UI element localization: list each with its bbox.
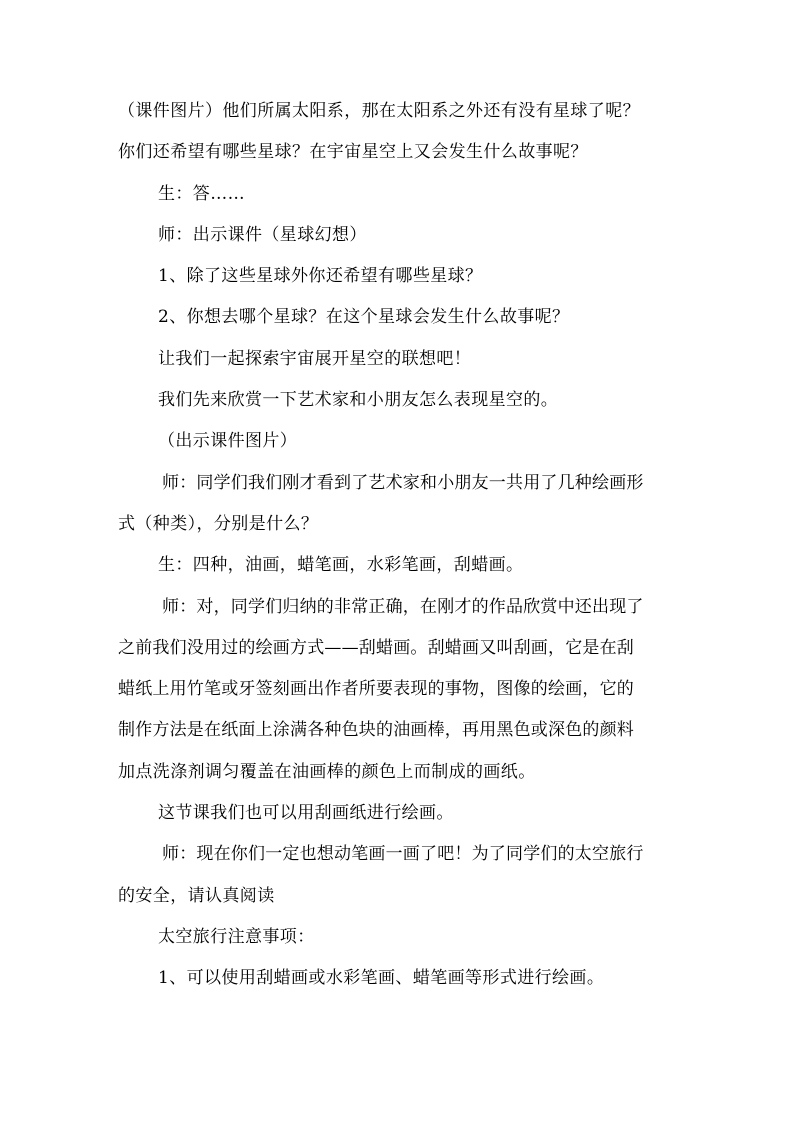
text-line: 生：四种，油画，蜡笔画，水彩笔画，刮蜡画。	[158, 555, 524, 576]
text-line: 这节课我们也可以用刮画纸进行绘画。	[158, 803, 454, 824]
text-line: 的安全，请认真阅读	[118, 885, 275, 906]
text-line: 师：出示课件（星球幻想）	[158, 224, 367, 245]
text-line: 蜡纸上用竹笔或牙签刻画出作者所要表现的事物，图像的绘画，它的	[118, 679, 634, 700]
text-line: 师：对，同学们归纳的非常正确，在刚才的作品欣赏中还出现了	[162, 596, 644, 617]
text-line: 你们还希望有哪些星球？在宇宙星空上又会发生什么故事呢？	[118, 142, 588, 163]
text-line: 师：现在你们一定也想动笔画一画了吧！为了同学们的太空旅行	[162, 844, 644, 865]
text-line: 加点洗涤剂调匀覆盖在油画棒的颜色上而制成的画纸。	[118, 761, 536, 782]
text-line: 太空旅行注意事项：	[158, 926, 315, 947]
text-line: 1、除了这些星球外你还希望有哪些星球？	[158, 266, 483, 287]
text-line: 我们先来欣赏一下艺术家和小朋友怎么表现星空的。	[158, 390, 559, 411]
text-line: （课件图片）他们所属太阳系，那在太阳系之外还有没有星球了呢？	[118, 101, 640, 121]
text-line: 让我们一起探索宇宙展开星空的联想吧！	[158, 348, 472, 369]
text-line: 之前我们没用过的绘画方式——刮蜡画。刮蜡画又叫刮画，它是在刮	[118, 637, 634, 658]
text-line: 师：同学们我们刚才看到了艺术家和小朋友一共用了几种绘画形	[162, 472, 644, 493]
text-line: 生：答……	[158, 183, 245, 204]
text-line: 制作方法是在纸面上涂满各种色块的油画棒，再用黑色或深色的颜料	[118, 720, 634, 741]
text-line: 1、可以使用刮蜡画或水彩笔画、蜡笔画等形式进行绘画。	[158, 968, 605, 989]
text-line: 2、你想去哪个星球？在这个星球会发生什么故事呢？	[158, 307, 570, 328]
text-line: 式（种类），分别是什么？	[118, 513, 319, 534]
text-line: （出示课件图片）	[158, 431, 298, 452]
document-body	[118, 100, 678, 1009]
